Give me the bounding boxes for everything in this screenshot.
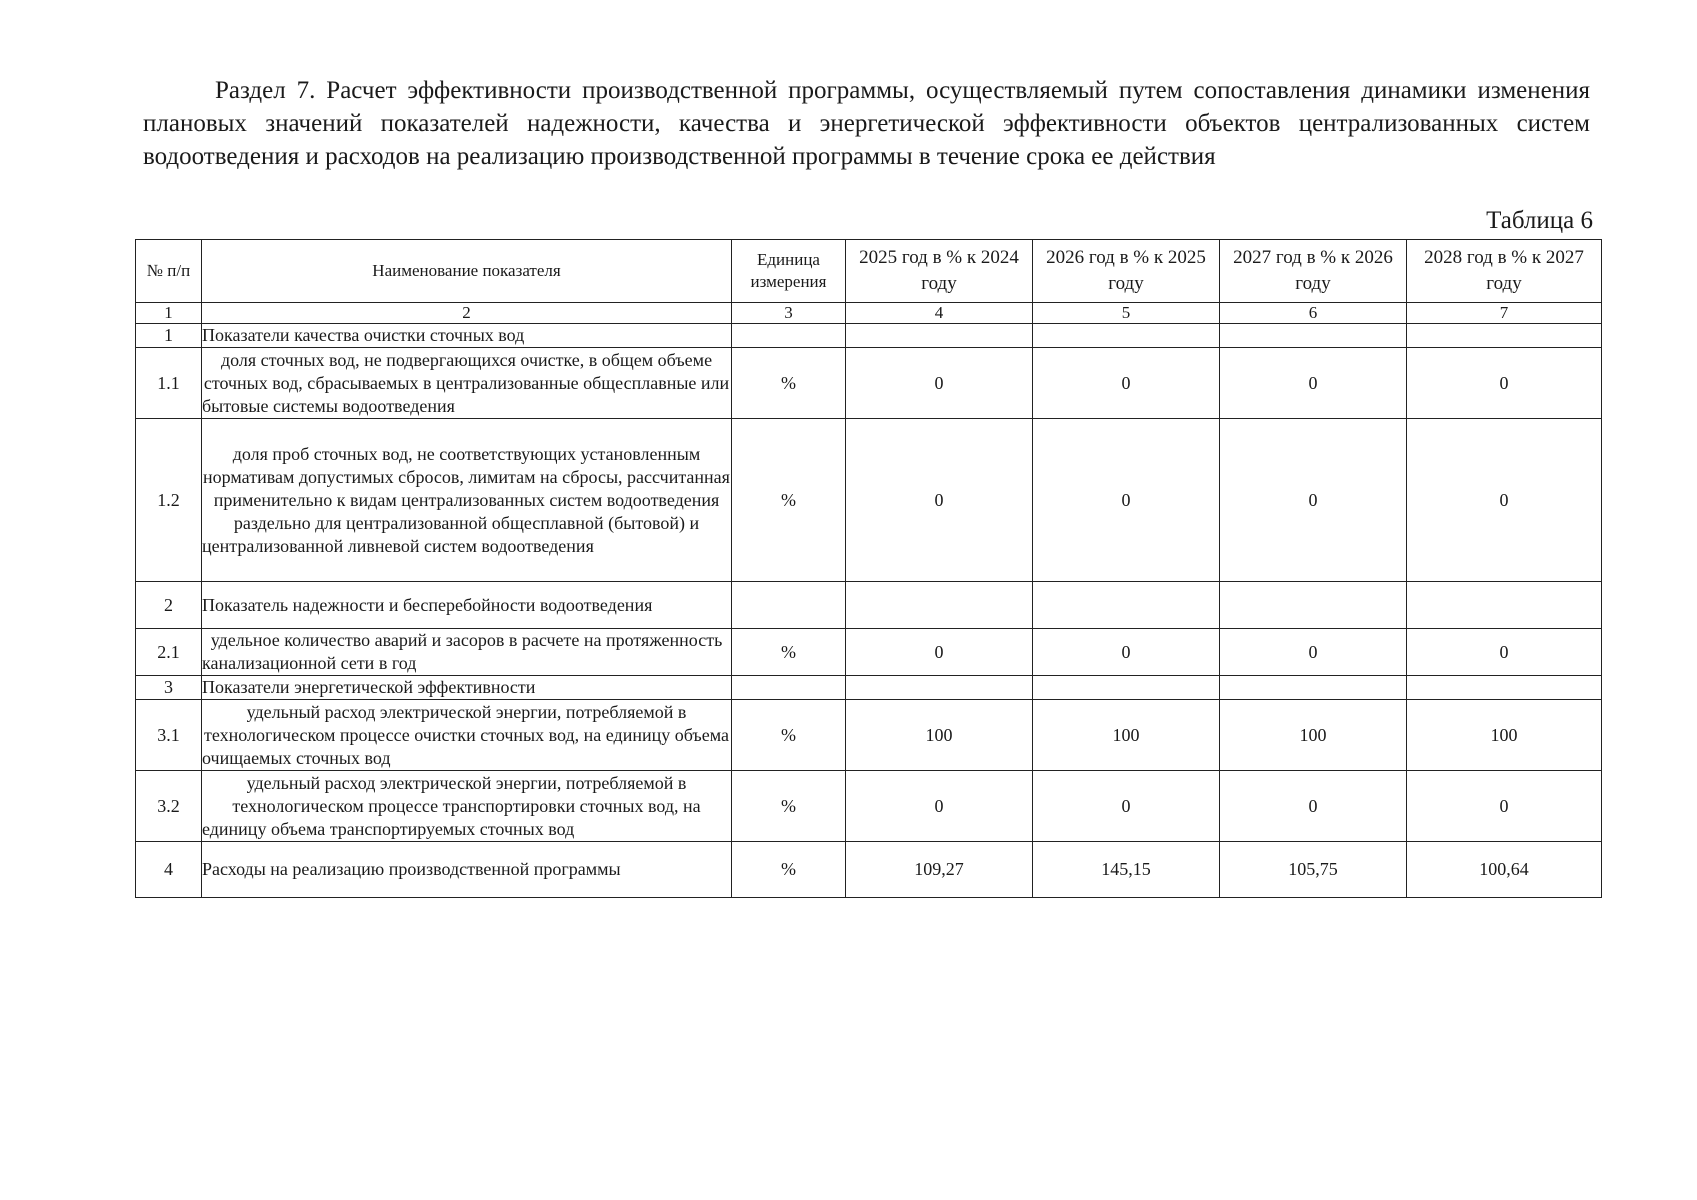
table-row [136, 629, 1602, 676]
value-2027: 0 [1220, 348, 1407, 419]
header-unit: Единица измерения [732, 240, 846, 303]
value-2028: 100 [1407, 700, 1602, 771]
table-row [136, 348, 1602, 419]
unit-cell [732, 676, 846, 700]
indicator-name: Показатель надежности и бесперебойности водоотведения [202, 582, 732, 629]
column-number: 6 [1220, 303, 1407, 324]
indicator-name: доля сточных вод, не подвергающихся очистке, в общем объеме сточных вод, сбрасываемых в централизованные общесплавные или бытовые системы водоотведения [202, 348, 732, 419]
header-2028: 2028 год в % к 2027 году [1407, 240, 1602, 303]
unit-cell: % [732, 842, 846, 898]
indicator-name: доля проб сточных вод, не соответствующих установленным нормативам допустимых сбросов, лимитам на сбросы, рассчитанная применительно к видам централизованных систем водоотведения раздельно для централизованной общесплавной (бытовой) и централизованной ливневой систем водоотведения [202, 419, 732, 582]
header-no: № п/п [136, 240, 202, 303]
column-number: 7 [1407, 303, 1602, 324]
column-number: 3 [732, 303, 846, 324]
header-2026: 2026 год в % к 2025 году [1033, 240, 1220, 303]
value-2027 [1220, 324, 1407, 348]
table-row [136, 700, 1602, 771]
value-2025: 0 [846, 771, 1033, 842]
value-2026: 0 [1033, 419, 1220, 582]
indicator-name: Показатели энергетической эффективности [202, 676, 732, 700]
row-number: 2 [136, 582, 202, 629]
value-2026: 145,15 [1033, 842, 1220, 898]
value-2025: 100 [846, 700, 1033, 771]
value-2025: 0 [846, 629, 1033, 676]
indicator-name: Расходы на реализацию производственной программы [202, 842, 732, 898]
indicator-name: Показатели качества очистки сточных вод [202, 324, 732, 348]
value-2027 [1220, 676, 1407, 700]
value-2028 [1407, 582, 1602, 629]
value-2027: 0 [1220, 629, 1407, 676]
column-number: 4 [846, 303, 1033, 324]
header-name: Наименование показателя [202, 240, 732, 303]
row-number: 4 [136, 842, 202, 898]
section-heading: Раздел 7. Расчет эффективности производственной программы, осуществляемый путем сопоставления динамики изменения плановых значений показателей надежности, качества и энергетической эффективности объектов централизованных систем водоотведения и расходов на реализацию производственной программы в течение срока ее действия [143, 77, 1590, 170]
value-2026: 0 [1033, 771, 1220, 842]
value-2028: 100,64 [1407, 842, 1602, 898]
row-number: 1.1 [136, 348, 202, 419]
row-number: 1.2 [136, 419, 202, 582]
table-row [136, 842, 1602, 898]
value-2027: 0 [1220, 419, 1407, 582]
value-2025: 109,27 [846, 842, 1033, 898]
value-2025: 0 [846, 419, 1033, 582]
value-2027: 100 [1220, 700, 1407, 771]
unit-cell: % [732, 771, 846, 842]
row-number: 3.1 [136, 700, 202, 771]
column-number: 2 [202, 303, 732, 324]
unit-cell: % [732, 629, 846, 676]
column-number-row [136, 303, 1602, 324]
indicator-name: удельный расход электрической энергии, потребляемой в технологическом процессе очистки сточных вод, на единицу объема очищаемых сточных вод [202, 700, 732, 771]
indicator-name: удельный расход электрической энергии, потребляемой в технологическом процессе транспортировки сточных вод, на единицу объема транспортируемых сточных вод [202, 771, 732, 842]
value-2026: 0 [1033, 348, 1220, 419]
column-number: 1 [136, 303, 202, 324]
value-2028 [1407, 324, 1602, 348]
value-2026 [1033, 676, 1220, 700]
value-2028: 0 [1407, 348, 1602, 419]
unit-cell: % [732, 419, 846, 582]
table-row [136, 419, 1602, 582]
value-2028: 0 [1407, 771, 1602, 842]
value-2027 [1220, 582, 1407, 629]
unit-cell: % [732, 700, 846, 771]
row-number: 3 [136, 676, 202, 700]
value-2028: 0 [1407, 629, 1602, 676]
table-row [136, 771, 1602, 842]
value-2026: 100 [1033, 700, 1220, 771]
unit-cell [732, 324, 846, 348]
table-header-row [136, 240, 1602, 303]
table-row [136, 582, 1602, 629]
value-2028 [1407, 676, 1602, 700]
value-2028: 0 [1407, 419, 1602, 582]
header-2025: 2025 год в % к 2024 году [846, 240, 1033, 303]
row-number: 2.1 [136, 629, 202, 676]
value-2027: 0 [1220, 771, 1407, 842]
unit-cell: % [732, 348, 846, 419]
value-2027: 105,75 [1220, 842, 1407, 898]
column-number: 5 [1033, 303, 1220, 324]
indicator-name: удельное количество аварий и засоров в расчете на протяженность канализационной сети в год [202, 629, 732, 676]
value-2025: 0 [846, 348, 1033, 419]
table-row [136, 676, 1602, 700]
value-2025 [846, 582, 1033, 629]
value-2025 [846, 676, 1033, 700]
indicators-table [135, 239, 1602, 898]
value-2025 [846, 324, 1033, 348]
row-number: 3.2 [136, 771, 202, 842]
value-2026 [1033, 582, 1220, 629]
value-2026: 0 [1033, 629, 1220, 676]
unit-cell [732, 582, 846, 629]
table-caption: Таблица 6 [1486, 207, 1593, 234]
table-row [136, 324, 1602, 348]
row-number: 1 [136, 324, 202, 348]
value-2026 [1033, 324, 1220, 348]
header-2027: 2027 год в % к 2026 году [1220, 240, 1407, 303]
